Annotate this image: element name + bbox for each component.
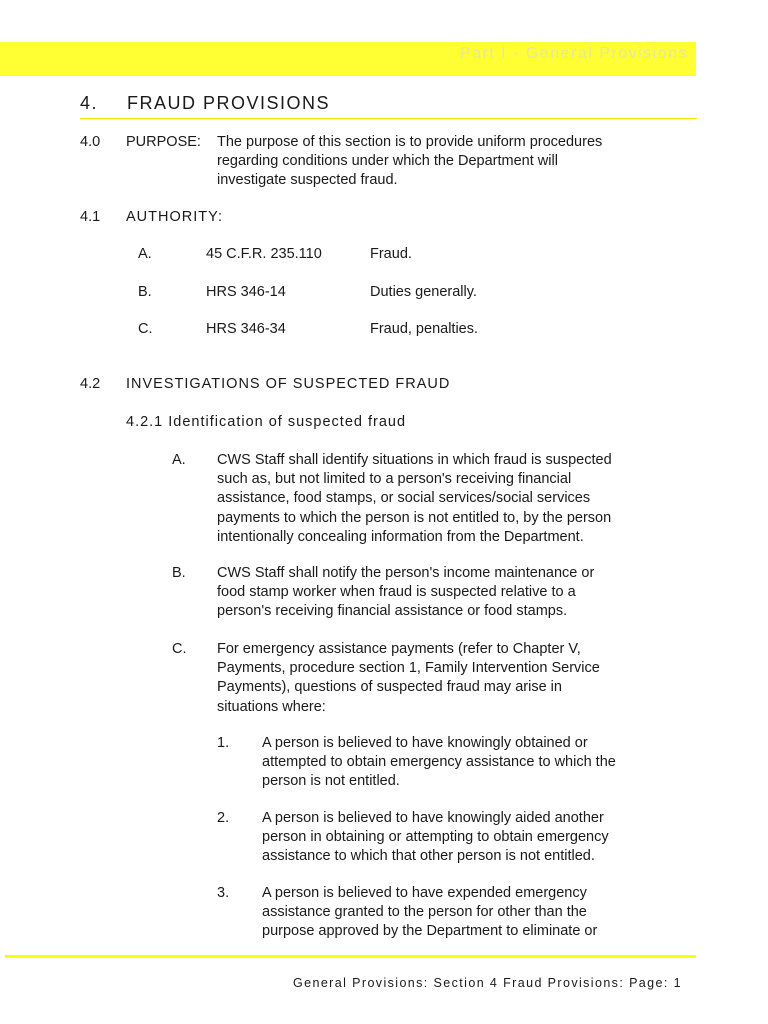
authority-item-citation: HRS 346-14 — [206, 284, 286, 300]
purpose-text — [217, 133, 602, 191]
numbered-line: assistance granted to the person for other than the — [262, 904, 587, 921]
investigations-number: 4.2 — [80, 376, 101, 392]
item-text — [217, 564, 594, 622]
numbered-line: person is not entitled. — [262, 773, 400, 790]
item-line: Payments, procedure section 1, Family Intervention Service — [217, 660, 600, 677]
authority-item-desc: Fraud, penalties. — [370, 321, 479, 337]
item-letter: B. — [172, 565, 186, 581]
numbered-line: assistance to which that other person is not entitled. — [262, 848, 595, 865]
numbered-line: A person is believed to have knowingly aided another — [262, 810, 604, 826]
item-letter: C. — [172, 641, 187, 657]
item-letter: A. — [172, 452, 186, 468]
numbered-item-number: 3. — [217, 885, 230, 901]
item-line: food stamp worker when fraud is suspected relative to a — [217, 584, 576, 601]
authority-item-desc: Fraud. — [370, 246, 412, 262]
purpose-line: regarding conditions under which the Department will — [217, 153, 558, 170]
item-line: CWS Staff shall identify situations in which fraud is suspected — [217, 452, 612, 468]
item-line: assistance, food stamps, or social services/social services — [217, 490, 591, 507]
investigations-title: INVESTIGATIONS OF SUSPECTED FRAUD — [126, 376, 451, 392]
authority-item-letter: A. — [138, 246, 152, 262]
authority-number: 4.1 — [80, 209, 101, 225]
numbered-item-text — [262, 884, 597, 942]
authority-item-citation: 45 C.F.R. 235.110 — [206, 246, 322, 262]
authority-item-citation: HRS 346-34 — [206, 321, 286, 337]
numbered-item-text — [262, 734, 616, 792]
item-line: Payments), questions of suspected fraud may arise in — [217, 679, 562, 696]
numbered-line: A person is believed to have knowingly obtained or — [262, 735, 588, 751]
purpose-number: 4.0 — [80, 134, 101, 150]
numbered-item-text — [262, 809, 609, 867]
numbered-line: person in obtaining or attempting to obtain emergency — [262, 829, 609, 846]
purpose-line: The purpose of this section is to provide uniform procedures — [217, 134, 603, 150]
part-title: Part I - General Provisions — [459, 45, 688, 62]
item-line: situations where: — [217, 698, 326, 715]
page-footer: General Provisions: Section 4 Fraud Provisions: Page: 1 — [293, 976, 682, 990]
item-line: CWS Staff shall notify the person's income maintenance or — [217, 565, 595, 581]
purpose-label: PURPOSE: — [126, 134, 201, 150]
section-title: FRAUD PROVISIONS — [127, 93, 331, 113]
item-line: payments to which the person is not entitled to, by the person — [217, 509, 612, 526]
header-banner — [0, 42, 696, 76]
numbered-line: A person is believed to have expended emergency — [262, 885, 587, 901]
numbered-line: attempted to obtain emergency assistance to which the — [262, 754, 616, 771]
numbered-item-number: 2. — [217, 810, 230, 826]
section-number: 4. — [80, 93, 99, 113]
authority-item-letter: C. — [138, 321, 153, 337]
numbered-item-number: 1. — [217, 735, 230, 751]
item-text — [217, 640, 600, 717]
subsection-title: 4.2.1 Identification of suspected fraud — [126, 414, 407, 430]
authority-label: AUTHORITY: — [126, 209, 224, 225]
item-line: For emergency assistance payments (refer to Chapter V, — [217, 641, 581, 657]
purpose-line: investigate suspected fraud. — [217, 172, 398, 189]
footer-divider — [5, 955, 696, 958]
numbered-line: purpose approved by the Department to eliminate or — [262, 923, 598, 940]
item-line: intentionally concealing information from the Department. — [217, 528, 584, 545]
authority-item-desc: Duties generally. — [370, 284, 477, 300]
item-line: person's receiving financial assistance or food stamps. — [217, 603, 568, 620]
title-divider — [80, 118, 697, 119]
item-line: such as, but not limited to a person's receiving financial — [217, 471, 572, 488]
item-text — [217, 451, 612, 547]
authority-item-letter: B. — [138, 284, 152, 300]
